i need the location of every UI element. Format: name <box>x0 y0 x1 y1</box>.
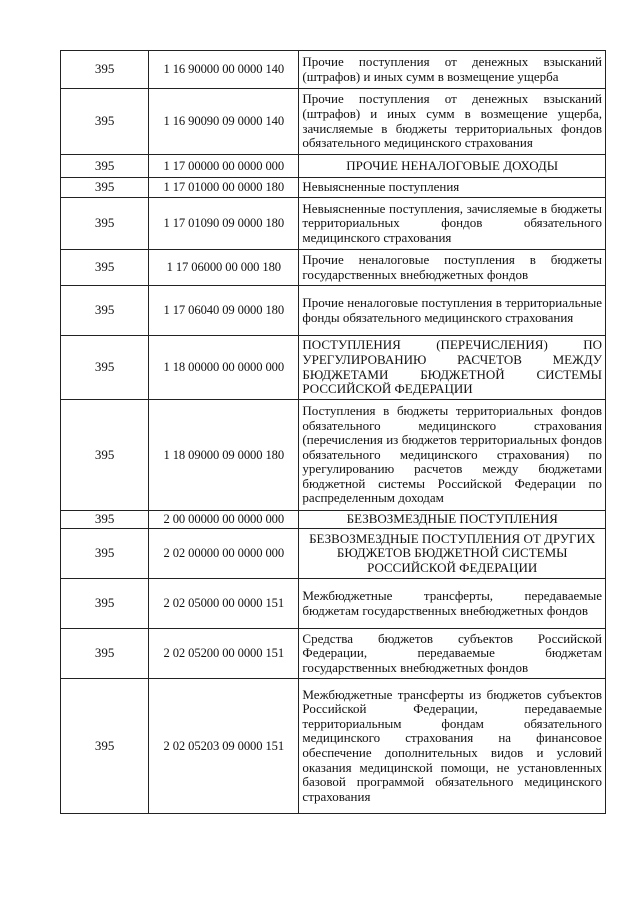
budget-code-cell: 1 16 90090 09 0000 140 <box>149 89 299 155</box>
table-row <box>61 336 606 400</box>
revenue-name-cell: Средства бюджетов субъектов Российской Федерации, передаваемые бюджетам государственных внебюджетных фондов <box>299 629 606 679</box>
table-row <box>61 629 606 679</box>
admin-code-cell: 395 <box>61 679 149 814</box>
revenue-name-cell: Поступления в бюджеты территориальных фондов обязательного медицинского страхования (перечисления из бюджетов территориальных фондов обязательного медицинского страхования) по урегулированию расчетов между бюджетами бюджетной системы Российской Федерации по распределенным доходам <box>299 400 606 511</box>
budget-code-cell: 1 17 01090 09 0000 180 <box>149 198 299 250</box>
table-row <box>61 400 606 511</box>
table-row <box>61 511 606 529</box>
budget-code-cell: 2 02 05200 00 0000 151 <box>149 629 299 679</box>
table-row <box>61 529 606 579</box>
budget-code-cell: 1 17 01000 00 0000 180 <box>149 178 299 198</box>
revenue-name-cell: Невыясненные поступления, зачисляемые в бюджеты территориальных фондов обязательного медицинского страхования <box>299 198 606 250</box>
table-row <box>61 250 606 286</box>
admin-code-cell: 395 <box>61 178 149 198</box>
budget-code-cell: 1 17 00000 00 0000 000 <box>149 155 299 178</box>
budget-code-cell: 1 18 09000 09 0000 180 <box>149 400 299 511</box>
admin-code-cell: 395 <box>61 400 149 511</box>
revenue-name-cell: Невыясненные поступления <box>299 178 606 198</box>
revenue-name-cell: Прочие поступления от денежных взысканий (штрафов) и иных сумм в возмещение ущерба, зачисляемые в бюджеты территориальных фондов обязательного медицинского страхования <box>299 89 606 155</box>
table-row <box>61 579 606 629</box>
admin-code-cell: 395 <box>61 51 149 89</box>
admin-code-cell: 395 <box>61 155 149 178</box>
budget-code-cell: 1 16 90000 00 0000 140 <box>149 51 299 89</box>
revenue-name-cell: Прочие неналоговые поступления в территориальные фонды обязательного медицинского страхования <box>299 286 606 336</box>
revenue-name-cell: Прочие поступления от денежных взысканий (штрафов) и иных сумм в возмещение ущерба <box>299 51 606 89</box>
admin-code-cell: 395 <box>61 579 149 629</box>
budget-code-cell: 2 00 00000 00 0000 000 <box>149 511 299 529</box>
revenue-name-cell: БЕЗВОЗМЕЗДНЫЕ ПОСТУПЛЕНИЯ <box>299 511 606 529</box>
admin-code-cell: 395 <box>61 336 149 400</box>
budget-code-cell: 1 18 00000 00 0000 000 <box>149 336 299 400</box>
budget-code-cell: 2 02 05000 00 0000 151 <box>149 579 299 629</box>
table-row <box>61 198 606 250</box>
revenue-name-cell: БЕЗВОЗМЕЗДНЫЕ ПОСТУПЛЕНИЯ ОТ ДРУГИХ БЮДЖЕТОВ БЮДЖЕТНОЙ СИСТЕМЫ РОССИЙСКОЙ ФЕДЕРАЦИИ <box>299 529 606 579</box>
table-row <box>61 89 606 155</box>
table-row <box>61 178 606 198</box>
revenue-name-cell: ПРОЧИЕ НЕНАЛОГОВЫЕ ДОХОДЫ <box>299 155 606 178</box>
revenue-name-cell: Межбюджетные трансферты, передаваемые бюджетам государственных внебюджетных фондов <box>299 579 606 629</box>
admin-code-cell: 395 <box>61 629 149 679</box>
admin-code-cell: 395 <box>61 529 149 579</box>
admin-code-cell: 395 <box>61 89 149 155</box>
revenue-name-cell: ПОСТУПЛЕНИЯ (ПЕРЕЧИСЛЕНИЯ) ПО УРЕГУЛИРОВАНИЮ РАСЧЕТОВ МЕЖДУ БЮДЖЕТАМИ БЮДЖЕТНОЙ СИСТЕМЫ РОССИЙСКОЙ ФЕДЕРАЦИИ <box>299 336 606 400</box>
revenue-codes-page <box>60 50 606 814</box>
admin-code-cell: 395 <box>61 511 149 529</box>
revenue-name-cell: Прочие неналоговые поступления в бюджеты государственных внебюджетных фондов <box>299 250 606 286</box>
admin-code-cell: 395 <box>61 250 149 286</box>
table-row <box>61 155 606 178</box>
budget-code-cell: 1 17 06000 00 000 180 <box>149 250 299 286</box>
table-row <box>61 286 606 336</box>
table-row <box>61 51 606 89</box>
admin-code-cell: 395 <box>61 286 149 336</box>
budget-code-cell: 2 02 00000 00 0000 000 <box>149 529 299 579</box>
revenue-name-cell: Межбюджетные трансферты из бюджетов субъектов Российской Федерации, передаваемые территориальным фондам обязательного медицинского страхования на финансовое обеспечение дополнительных видов и условий оказания медицинской помощи, не установленных базовой программой обязательного медицинского страхования <box>299 679 606 814</box>
budget-code-cell: 2 02 05203 09 0000 151 <box>149 679 299 814</box>
table-row <box>61 679 606 814</box>
admin-code-cell: 395 <box>61 198 149 250</box>
revenue-codes-table <box>60 50 606 814</box>
budget-code-cell: 1 17 06040 09 0000 180 <box>149 286 299 336</box>
